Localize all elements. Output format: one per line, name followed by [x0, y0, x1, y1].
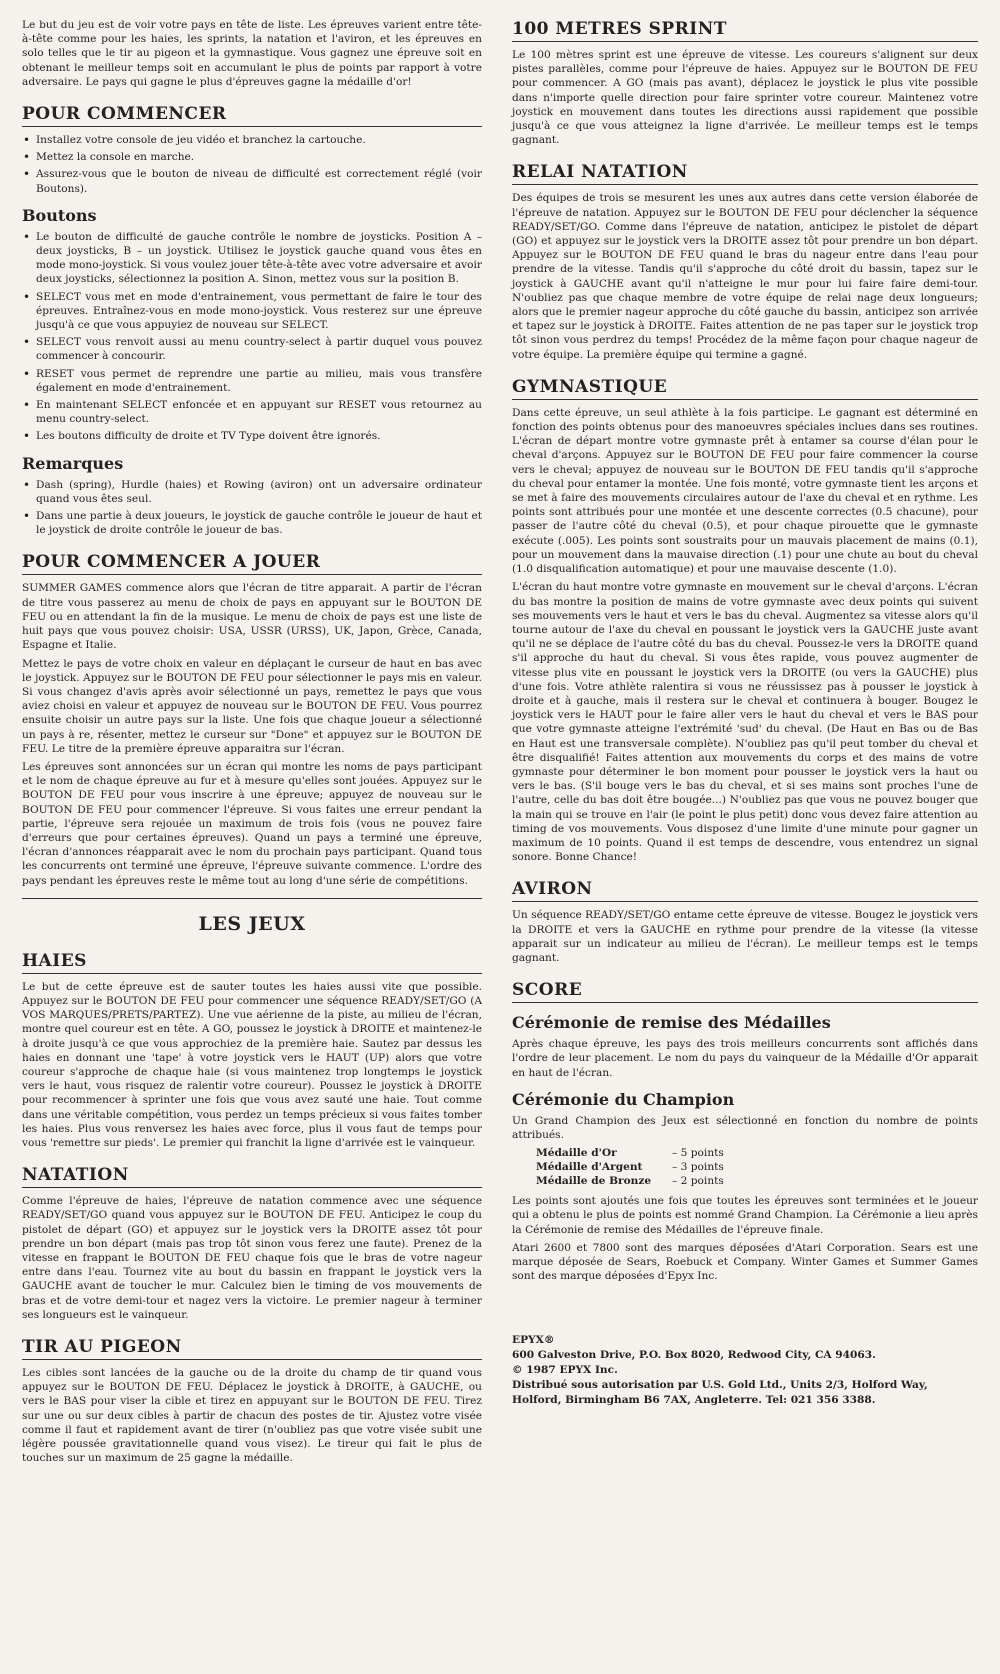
list-item: • Mettez la console en marche.	[22, 150, 482, 164]
medal-points-list	[536, 1146, 978, 1188]
sprint-heading: 100 METRES SPRINT	[512, 18, 978, 42]
medal-row	[536, 1146, 978, 1160]
aviron-text: Un séquence READY/SET/GO entame cette épreuve de vitesse. Bougez le joystick vers la DROITE et vers la GAUCHE en rythme pour prendre de la vitesse (la vitesse apparait sur un indicateur au milieu de l'écran). Le meilleur temps est le temps gagnant.	[512, 909, 978, 964]
les-jeux-heading: LES JEUX	[198, 912, 306, 935]
list-item: • Installez votre console de jeu vidéo et branchez la cartouche.	[22, 133, 482, 147]
aviron-heading: AVIRON	[512, 878, 978, 902]
medal-name: Médaille d'Or	[536, 1147, 617, 1160]
pour-commencer-a-jouer-heading: POUR COMMENCER A JOUER	[22, 551, 482, 575]
medal-name: Médaille d'Argent	[536, 1161, 643, 1174]
boutons-list	[22, 230, 482, 444]
gymnastique-heading: GYMNASTIQUE	[512, 376, 978, 400]
medal-row	[536, 1160, 978, 1174]
haies-heading: HAIES	[22, 950, 482, 974]
medailles-heading: Cérémonie de remise des Médailles	[512, 1013, 831, 1033]
gymnastique-text-1: Dans cette épreuve, un seul athlète à la fois participe. Le gagnant est déterminé en fonction des points obtenus pour des manoeuvres spéciales inclues dans ses routines. L'écran de départ montre votre gymnaste prêt à entamer sa course d'élan pour le cheval d'arçons. Appuyez sur le BOUTON DE FEU pour faire commencer la course vers le cheval; appuyez de nouveau sur le BOUTON DE FEU tandis qu'il s'approche du cheval pour entamer la montée. Une fois monté, votre gymnaste tient les arçons et se met à faire des mouvements circulaires autour de l'axe du cheval et en rythme. Les points sont attribués pour une montée et une descente correctes (0.5 chacune), pour passer de l'autre côté du cheval (0.5), et pour chaque pirouette que le gymnaste exécute (.005). Les points sont soustraits pour un mauvais placement de mains (0.1), pour un mouvement dans la mauvaise direction (.1) pour une chute au bout du cheval (1.0 disqualification automatique) et pour une mauvaise descente (1.0).	[512, 406, 978, 576]
tir-au-pigeon-heading: TIR AU PIGEON	[22, 1336, 482, 1360]
list-item: • Le bouton de difficulté de gauche contrôle le nombre de joysticks. Position A – deux joysticks, B – un joystick. Utilisez le joystick gauche quand vous êtes en mode mono-joystick. Si vous voulez jouer tête-à-tête avec votre adversaire et avoir deux joysticks, sélectionnez la position A. Sinon, mettez vous sur la position B.	[22, 230, 482, 287]
score-heading: SCORE	[512, 979, 978, 1003]
sprint-text: Le 100 mètres sprint est une épreuve de vitesse. Les coureurs s'alignent sur deux pistes parallèles, comme pour l'épreuve de haies. Appuyez sur le BOUTON DE FEU pour commencer. A GO (mais pas avant), déplacez le joystick le plus vite possible dans n'importe quelle direction pour faire sprinter votre coureur. Maintenez votre joystick en mouvement dans toutes les directions aussi rapidement que possible jusqu'à ce que vous atteignez la ligne d'arrivée. Le meilleur temps est le temps gagnant.	[512, 49, 978, 147]
list-item: • RESET vous permet de reprendre une partie au milieu, mais vous transfère également en mode d'entrainement.	[22, 367, 482, 395]
tir-au-pigeon-text: Les cibles sont lancées de la gauche ou de la droite du champ de tir quand vous appuyez sur le BOUTON DE FEU. Déplacez le joystick à DROITE, à GAUCHE, ou vers le BAS pour viser la cible et tirez en appuyant sur le BOUTON DE FEU. Tirez sur une ou sur deux cibles à partir de chacun des postes de tir. Ajustez votre visée comme il faut et rapidement avant de tirer (n'oubliez pas que votre visée subit une légère poussée gravitationnelle quand vous visez). Le tireur qui fait le plus de touches sur un maximum de 25 gagne la médaille.	[22, 1367, 482, 1465]
paragraph: Mettez le pays de votre choix en valeur en déplaçant le curseur de haut en bas avec le joystick. Appuyez sur le BOUTON DE FEU pour sélectionner le pays mis en valeur. Si vous changez d'avis après avoir sélectionné un pays, remettez le pays que vous aviez choisi en valeur et appuyez de nouveau sur le BOUTON DE FEU. Vous pourrez ensuite choisir un autre pays sur la liste. Une fois que chaque joueur a sélectionné un pays à re, résenter, mettez le curseur sur "Done" et appuyez sur le BOUTON DE FEU. Le titre de la première épreuve apparaitra sur l'écran.	[22, 657, 482, 755]
list-item: • Les boutons difficulty de droite et TV Type doivent être ignorés.	[22, 429, 482, 443]
address: 600 Galveston Drive, P.O. Box 8020, Redwood City, CA 94063.	[512, 1349, 876, 1362]
copyright: © 1987 EPYX Inc.	[512, 1364, 618, 1377]
medal-row	[536, 1174, 978, 1188]
distribution: Distribué sous autorisation par U.S. Gold Ltd., Units 2/3, Holford Way, Holford, Birmingham B6 7AX, Angleterre. Tel: 021 356 3388.	[512, 1379, 928, 1407]
medailles-text: Après chaque épreuve, les pays des trois meilleurs concurrents sont affichés dans l'ordre de leur placement. Le nom du pays du vainqueur de la Médaille d'Or apparait en haut de l'écran.	[512, 1038, 978, 1079]
left-column	[22, 18, 482, 1469]
relai-text: Des équipes de trois se mesurent les unes aux autres dans cette version élaborée de l'épreuve de natation. Appuyez sur le BOUTON DE FEU pour déclencher la séquence READY/SET/GO. Comme dans l'épreuve de natation, anticipez le pistolet de départ (GO) et appuyez sur le joystick vers la DROITE assez tôt pour prendre un bon départ. Appuyez sur le BOUTON DE FEU quand le bras du nageur entre dans l'eau pour prendre de la vitesse. Tandis qu'il s'approche du côté droit du bassin, tapez sur le joystick à GAUCHE avant qu'il n'atteigne le mur pour lui faire faire demi-tour. N'oubliez pas que chaque membre de votre équipe de relai nage deux longueurs; alors que le premier nageur approche du côté gauche du bassin, anticipez son arrivée et tapez sur le joystick à DROITE. Faites attention de ne pas taper sur le joystick trop tôt sinon vous perdrez du temps! Procédez de la même façon pour chaque nageur de votre équipe. La première équipe qui termine a gagné.	[512, 192, 978, 361]
pour-commencer-list	[22, 133, 482, 196]
list-item: • Dash (spring), Hurdle (haies) et Rowing (aviron) ont un adversaire ordinateur quand vous êtes seul.	[22, 478, 482, 506]
medal-points: – 5 points	[672, 1147, 724, 1160]
paragraph: SUMMER GAMES commence alors que l'écran de titre apparait. A partir de l'écran de titre vous passerez au menu de choix de pays en appuyant sur le BOUTON DE FEU ou en attendant la fin de la musique. Le menu de choix de pays est une liste de huit pays que vous pouvez choisir: USA, USSR (URSS), UK, Japon, Grèce, Canada, Espagne et Italie.	[22, 582, 482, 652]
list-item: • SELECT vous renvoit aussi au menu country-select à partir duquel vous pouvez commencer à concourir.	[22, 335, 482, 363]
list-item: • Assurez-vous que le bouton de niveau de difficulté est correctement réglé (voir Boutons).	[22, 167, 482, 195]
champion-text: Un Grand Champion des Jeux est sélectionné en fonction du nombre de points attribués.	[512, 1114, 978, 1141]
list-item: • Dans une partie à deux joueurs, le joystick de gauche contrôle le joueur de haut et le joystick de droite contrôle le joueur de bas.	[22, 509, 482, 537]
natation-text: Comme l'épreuve de haies, l'épreuve de natation commence avec une séquence READY/SET/GO quand vous appuyez sur le BOUTON DE FEU. Anticipez le coup du pistolet de départ (GO) et appuyez sur le joystick vers la DROITE assez tôt pour prendre un bon départ (mais pas trop tôt sinon vous ferez une faute). Prenez de la vitesse en frappant le BOUTON DE FEU chaque fois que le bras de votre nageur entre dans l'eau. Tournez vite au bout du bassin en frappant le joystick vers la GAUCHE avant de toucher le mur. Calculez bien le timing de vos mouvements de bras et de votre demi-tour et nagez vers la victoire. Le premier nageur à terminer ses longueurs est le vainqueur.	[22, 1195, 482, 1321]
right-column	[512, 18, 978, 1408]
medal-points: – 3 points	[672, 1161, 724, 1174]
remarques-heading: Remarques	[22, 453, 124, 473]
natation-heading: NATATION	[22, 1164, 482, 1188]
list-item: • En maintenant SELECT enfoncée et en appuyant sur RESET vous retournez au menu country-select.	[22, 398, 482, 426]
paragraph: Les épreuves sont annoncées sur un écran qui montre les noms de pays participant et le nom de chaque épreuve au fur et à mesure qu'elles sont jouées. Appuyez sur le BOUTON DE FEU pour vous inscrire à une épreuve; appuyez de nouveau sur le BOUTON DE FEU pour commencer l'épreuve. Si vous faites une erreur pendant la partie, l'épreuve sera rejouée un maximum de trois fois (vous ne pouvez faire d'erreurs que pour certaines épreuves). Quand un pays a terminé une épreuve, l'écran d'annonces réapparait avec le nom du prochain pays participant. Quand tous les concurrents ont terminé une épreuve, l'épreuve suivante commence. L'ordre des pays pendant les épreuves reste le même tout au long d'une série de compétitions.	[22, 760, 482, 887]
brand: EPYX®	[512, 1334, 555, 1347]
medal-points: – 2 points	[672, 1175, 724, 1188]
champion-heading: Cérémonie du Champion	[512, 1089, 735, 1109]
relai-heading: RELAI NATATION	[512, 161, 978, 185]
footer	[512, 1333, 978, 1408]
trademarks-text: Atari 2600 et 7800 sont des marques déposées d'Atari Corporation. Sears est une marque déposée de Sears, Roebuck et Company. Winter Games et Summer Games sont des marque déposées d'Epyx Inc.	[512, 1241, 978, 1283]
final-text: Les points sont ajoutés une fois que toutes les épreuves sont terminées et le joueur qui a obtenu le plus de points est nommé Grand Champion. La Cérémonie a lieu après la Cérémonie de remise des Médailles de l'épreuve finale.	[512, 1195, 978, 1236]
pour-commencer-heading: POUR COMMENCER	[22, 103, 482, 127]
boutons-heading: Boutons	[22, 205, 97, 225]
intro-text: Le but du jeu est de voir votre pays en tête de liste. Les épreuves varient entre tête-à-tête comme pour les haies, les sprints, la natation et l'aviron, et les épreuves en solo telles que le tir au pigeon et la gymnastique. Vous gagnez une épreuve soit en obtenant le meilleur temps soit en accumulant le plus de points par rapport à votre adversaire. Le pays qui gagne le plus d'épreuves gagne la médaille d'or!	[22, 19, 482, 88]
medal-name: Médaille de Bronze	[536, 1175, 652, 1188]
list-item: • SELECT vous met en mode d'entrainement, vous permettant de faire le tour des épreuves. Entraînez-vous en mode mono-joystick. Vous resterez sur une épreuve jusqu'à ce que vous appuyiez de nouveau sur SELECT.	[22, 290, 482, 333]
divider	[22, 898, 482, 899]
remarques-list	[22, 478, 482, 538]
haies-text: Le but de cette épreuve est de sauter toutes les haies aussi vite que possible. Appuyez sur le BOUTON DE FEU pour commencer une séquence READY/SET/GO (A VOS MARQUES/PRETS/PARTEZ). Une vue aérienne de la piste, au milieu de l'écran, montre quel coureur est en tête. A GO, poussez le joystick à DROITE et maintenez-le à droite jusqu'à ce que vous approchiez de la première haie. Sautez par dessus les haies en donnant une 'tape' à votre joystick vers le HAUT (UP) alors que votre coureur s'approche de chaque haie (si vous maintenez trop longtemps le joystick vers le haut, vous risquez de ralentir votre coureur). Poussez le joystick à DROITE pour recommencer à sprinter une fois que vous avez sauté une haie. Tout comme dans une véritable compétition, vous perdez un temps précieux si vous faites tomber les haies. Plus vous renversez les haies avec force, plus il vous faut de temps pour vous 'remettre sur pieds'. Le premier qui franchit la ligne d'arrivée est le vainqueur.	[22, 980, 482, 1149]
gymnastique-text-2: L'écran du haut montre votre gymnaste en mouvement sur le cheval d'arçons. L'écran du bas montre la position de mains de votre gymnaste avec deux points qui suivent ses mouvements vers le haut et vers le bas du cheval. Augmentez sa vitesse alors qu'il tourne autour de l'axe du cheval en poussant le joystick vers la GAUCHE juste avant qu'il ne se déplace de l'autre côté du bas du cheval. Poussez-le vers la DROITE quand s'il approche du haut du cheval. Si vous êtes rapide, vous pouvez augmenter de vitesse plus vite en poussant le joystick vers la DROITE (ou vers la GAUCHE) plus d'une fois. Votre athlète ralentira si vous ne réussissez pas à pousser le joystick à droite et à gauche, mais il restera sur le cheval et continuera à bouger. Bougez le joystick vers le HAUT pour le faire aller vers le haut du cheval et vers le BAS pour que votre gymnaste atteigne l'extrémité 'sud' du cheval. (De Haut en Bas ou de Bas en Haut est une transversale complète). N'oubliez pas qu'il peut tomber du cheval et être disqualifié! Faites attention aux mouvements du corps et des mains de votre gymnaste pour déterminer le bon moment pour pousser le joystick vers la haut ou vers le bas. (S'il bouge vers le bas du cheval, et si ses mains sont proches l'une de l'autre, celle du bas doit être bougée...) N'oubliez pas que vous ne pouvez bouger que la main qui se trouve en l'air (le point le plus petit) donc vous devez faire attention au timing de vos mouvements. Vous disposez d'une limite d'une minute pour gagner un maximum de 10 points. Quand il est temps de descendre, vous entendrez un signal sonore. Bonne Chance!	[512, 581, 978, 864]
